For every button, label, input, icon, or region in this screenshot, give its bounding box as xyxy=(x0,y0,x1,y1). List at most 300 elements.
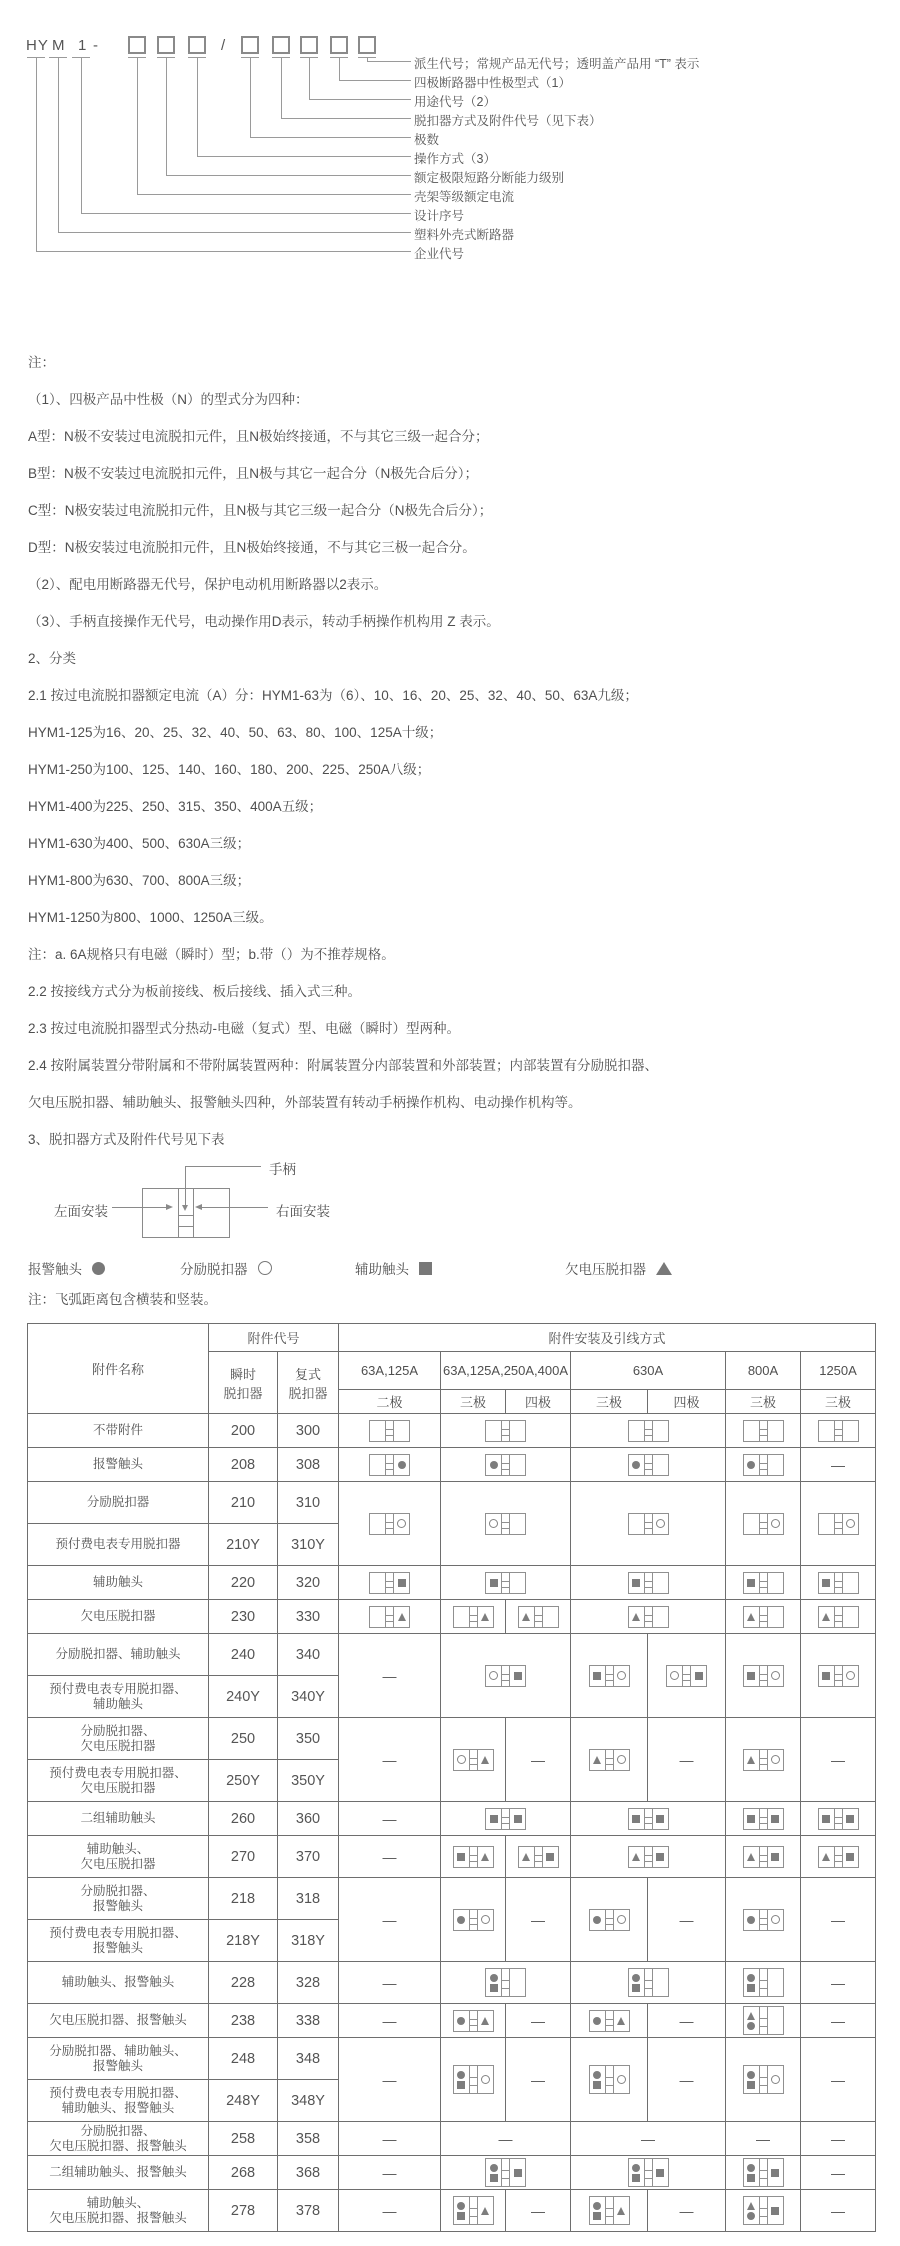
compound-code-cell: 318 xyxy=(278,1878,339,1920)
install-cell xyxy=(571,1634,648,1718)
install-cell xyxy=(441,2004,506,2038)
model-prefix-m: M xyxy=(52,37,66,54)
icon-side xyxy=(744,2066,759,2093)
handle-column xyxy=(644,1847,653,1867)
alarm-contact-symbol xyxy=(747,2212,755,2220)
install-cell: — xyxy=(801,1962,876,2004)
installation-figure xyxy=(28,1160,872,1318)
breaker-install-icon xyxy=(453,1606,494,1628)
install-cell xyxy=(801,1414,876,1448)
undervoltage-release-symbol xyxy=(822,1853,830,1861)
aux-contact-symbol xyxy=(546,1853,554,1861)
icon-side xyxy=(843,1847,858,1867)
aux-contact-symbol xyxy=(457,2212,465,2220)
shunt-release-symbol xyxy=(670,1671,679,1680)
compound-code-cell: 340Y xyxy=(278,1676,339,1718)
install-cell: — xyxy=(506,1718,571,1802)
handle-column xyxy=(605,1750,614,1770)
icon-side xyxy=(614,1666,629,1686)
model-code-box xyxy=(241,36,259,54)
install-cell xyxy=(571,1962,726,2004)
undervoltage-release-symbol xyxy=(747,1756,755,1764)
aux-contact-symbol xyxy=(822,1672,830,1680)
classification-line: 注：a. 6A规格只有电磁（瞬时）型；b.带（）为不推荐规格。 xyxy=(28,947,395,962)
breaker-install-icon xyxy=(453,2010,494,2032)
accessory-name-cell: 预付费电表专用脱扣器 xyxy=(28,1524,209,1566)
icon-side xyxy=(653,1847,668,1867)
compound-code-cell: 338 xyxy=(278,2004,339,2038)
undervoltage-release-symbol xyxy=(593,1756,601,1764)
handle-column xyxy=(469,2011,478,2031)
aux-contact-symbol xyxy=(656,2169,664,2177)
icon-side xyxy=(510,1573,525,1593)
icon-side xyxy=(843,1607,858,1627)
aux-contact-symbol xyxy=(632,1815,640,1823)
model-callout-label: 额定极限短路分断能力级别 xyxy=(414,171,565,185)
icon-side xyxy=(768,1910,783,1930)
handle-column xyxy=(644,1421,653,1441)
install-cell xyxy=(726,1448,801,1482)
accessory-name-cell: 分励脱扣器、辅助触头 xyxy=(28,1634,209,1676)
model-callout-label: 企业代号 xyxy=(414,247,465,261)
install-cell xyxy=(339,1448,441,1482)
undervoltage-release-symbol xyxy=(481,1853,489,1861)
table-row xyxy=(28,1414,876,1448)
install-cell xyxy=(339,1600,441,1634)
table-row xyxy=(28,2004,876,2038)
breaker-install-icon xyxy=(485,1572,526,1594)
icon-side xyxy=(744,2007,759,2034)
aux-contact-symbol xyxy=(695,1672,703,1680)
breaker-install-icon xyxy=(818,1665,859,1687)
install-cell xyxy=(726,1836,801,1878)
handle-column xyxy=(605,2011,614,2031)
install-cell: — xyxy=(726,2122,801,2156)
icon-side xyxy=(510,1969,525,1996)
icon-side xyxy=(590,1666,605,1686)
left-install-label: 左面安装 xyxy=(54,1204,108,1219)
note-line: D型：N极安装过电流脱扣元件，且N极始终接通，不与其它三极一起合分。 xyxy=(28,540,476,555)
icon-side xyxy=(744,2159,759,2186)
breaker-install-icon xyxy=(743,1572,784,1594)
aux-contact-symbol xyxy=(514,1815,522,1823)
alarm-contact-symbol xyxy=(632,1461,640,1469)
alarm-contact-symbol xyxy=(490,2164,498,2172)
icon-side xyxy=(454,1750,469,1770)
icon-side xyxy=(667,1666,682,1686)
col-header-pole: 三极 xyxy=(571,1390,648,1414)
icon-side xyxy=(653,1969,668,1996)
handle-column xyxy=(501,1455,510,1475)
install-cell xyxy=(571,2004,648,2038)
alarm-contact-symbol xyxy=(593,2071,601,2079)
breaker-install-icon xyxy=(485,1665,526,1687)
icon-side xyxy=(486,1573,501,1593)
install-cell xyxy=(441,2190,506,2232)
icon-side xyxy=(370,1607,385,1627)
install-cell xyxy=(726,1634,801,1718)
undervoltage-release-symbol xyxy=(617,2017,625,2025)
legend-item xyxy=(28,1258,105,1278)
aux-contact-symbol xyxy=(771,2207,779,2215)
alarm-contact-symbol xyxy=(490,1974,498,1982)
icon-side xyxy=(486,1666,501,1686)
col-header-install-group: 附件安装及引线方式 xyxy=(339,1324,876,1352)
accessory-name-cell: 预付费电表专用脱扣器、 欠电压脱扣器 xyxy=(28,1760,209,1802)
classification-line: 2、分类 xyxy=(28,651,77,666)
compound-code-cell: 350 xyxy=(278,1718,339,1760)
table-row xyxy=(28,1802,876,1836)
icon-side xyxy=(454,2011,469,2031)
icon-side xyxy=(394,1573,409,1593)
handle-column xyxy=(605,1666,614,1686)
breaker-install-icon xyxy=(743,2196,784,2225)
icon-side xyxy=(744,1455,759,1475)
undervoltage-release-symbol xyxy=(632,1613,640,1621)
model-code-box xyxy=(330,36,348,54)
breaker-install-icon xyxy=(743,1968,784,1997)
note-line: （2）、配电用断路器无代号，保护电动机用断路器以2表示。 xyxy=(28,577,388,592)
install-cell: — xyxy=(339,2122,441,2156)
install-cell xyxy=(441,2156,571,2190)
icon-side xyxy=(543,1847,558,1867)
compound-code-cell: 378 xyxy=(278,2190,339,2232)
install-cell: — xyxy=(801,2156,876,2190)
install-cell xyxy=(571,1718,648,1802)
breaker-install-icon xyxy=(485,1454,526,1476)
col-header-pole: 四极 xyxy=(648,1390,726,1414)
col-header-pole: 四极 xyxy=(506,1390,571,1414)
breaker-install-icon xyxy=(628,1846,669,1868)
accessory-name-cell: 辅助触头 xyxy=(28,1566,209,1600)
icon-side xyxy=(744,1969,759,1996)
icon-side xyxy=(454,1607,469,1627)
install-cell: — xyxy=(571,2122,726,2156)
install-cell: — xyxy=(441,2122,571,2156)
model-dash: - xyxy=(93,37,99,54)
aux-contact-symbol xyxy=(846,1815,854,1823)
install-cell xyxy=(726,2038,801,2122)
icon-side xyxy=(519,1607,534,1627)
accessory-table-wrap xyxy=(27,1323,876,2232)
install-cell xyxy=(571,1448,726,1482)
install-cell xyxy=(726,1566,801,1600)
icon-side xyxy=(510,1421,525,1441)
install-cell: — xyxy=(648,1718,726,1802)
aux-contact-symbol xyxy=(593,2081,601,2089)
instant-code-cell: 240Y xyxy=(209,1676,278,1718)
breaker-install-icon xyxy=(743,1846,784,1868)
install-cell: — xyxy=(801,2038,876,2122)
install-cell: — xyxy=(801,2122,876,2156)
col-header-code-group: 附件代号 xyxy=(209,1324,339,1352)
accessory-name-cell: 分励脱扣器、辅助触头、 报警触头 xyxy=(28,2038,209,2080)
handle-column xyxy=(469,1750,478,1770)
breaker-install-icon xyxy=(666,1665,707,1687)
instant-code-cell: 268 xyxy=(209,2156,278,2190)
icon-side xyxy=(819,1514,834,1534)
handle-column xyxy=(605,2197,614,2224)
icon-side xyxy=(478,2066,493,2093)
icon-side xyxy=(653,1607,668,1627)
handle-column xyxy=(644,1514,653,1534)
instant-code-cell: 210Y xyxy=(209,1524,278,1566)
aux-contact-symbol xyxy=(514,1672,522,1680)
icon-side xyxy=(819,1809,834,1829)
aux-contact-icon xyxy=(419,1262,432,1275)
classification-line: HYM1-400为225、250、315、350、400A五级； xyxy=(28,799,323,814)
breaker-install-icon xyxy=(453,1749,494,1771)
note-line: （1）、四极产品中性极（N）的型式分为四种： xyxy=(28,392,309,407)
icon-side xyxy=(819,1573,834,1593)
install-cell xyxy=(648,1634,726,1718)
handle-column xyxy=(644,1607,653,1627)
model-callout-label: 塑料外壳式断路器 xyxy=(414,228,515,242)
aux-contact-symbol xyxy=(771,2169,779,2177)
instant-code-cell: 228 xyxy=(209,1962,278,2004)
icon-side xyxy=(744,1666,759,1686)
breaker-install-icon xyxy=(589,1909,630,1931)
icon-side xyxy=(653,1455,668,1475)
compound-code-cell: 360 xyxy=(278,1802,339,1836)
install-cell xyxy=(441,1962,571,2004)
breaker-outline xyxy=(142,1188,230,1238)
icon-side xyxy=(768,1750,783,1770)
breaker-install-icon xyxy=(589,1749,630,1771)
shunt-release-icon xyxy=(258,1261,272,1275)
handle-column xyxy=(469,1607,478,1627)
aux-contact-symbol xyxy=(771,1815,779,1823)
instant-code-cell: 250 xyxy=(209,1718,278,1760)
icon-side xyxy=(629,1455,644,1475)
handle-column xyxy=(501,2159,510,2186)
left-install-arrow-line xyxy=(112,1207,170,1208)
aux-contact-symbol xyxy=(656,1853,664,1861)
handle-column xyxy=(644,1455,653,1475)
handle-column xyxy=(759,1421,768,1441)
handle-column xyxy=(644,1969,653,1996)
instant-code-cell: 210 xyxy=(209,1482,278,1524)
instant-code-cell: 218 xyxy=(209,1878,278,1920)
shunt-release-symbol xyxy=(771,1519,780,1528)
breaker-install-icon xyxy=(818,1420,859,1442)
aux-contact-symbol xyxy=(490,1984,498,1992)
install-cell xyxy=(441,1718,506,1802)
breaker-install-icon xyxy=(589,2010,630,2032)
install-cell xyxy=(441,2038,506,2122)
icon-side xyxy=(653,1573,668,1593)
aux-contact-symbol xyxy=(747,1672,755,1680)
handle-column xyxy=(501,1666,510,1686)
install-cell xyxy=(726,1600,801,1634)
breaker-install-icon xyxy=(589,1665,630,1687)
alarm-contact-symbol xyxy=(747,1461,755,1469)
shunt-release-symbol xyxy=(457,1755,466,1764)
classification-line: HYM1-1250为800、1000、1250A三级。 xyxy=(28,910,273,925)
icon-side xyxy=(510,1666,525,1686)
handle-column xyxy=(759,2066,768,2093)
install-cell: — xyxy=(339,2038,441,2122)
install-cell xyxy=(441,1600,506,1634)
handle-column xyxy=(501,1573,510,1593)
breaker-install-icon xyxy=(518,1846,559,1868)
legend-label: 报警触头 xyxy=(28,1262,82,1277)
handle-column xyxy=(759,1607,768,1627)
install-cell xyxy=(441,1836,506,1878)
install-cell: — xyxy=(648,1878,726,1962)
icon-side xyxy=(744,1573,759,1593)
breaker-install-icon xyxy=(518,1606,559,1628)
install-cell xyxy=(441,1634,571,1718)
breaker-install-icon xyxy=(743,1665,784,1687)
install-cell: — xyxy=(339,1634,441,1718)
model-prefix-1: 1 xyxy=(78,37,88,54)
aux-contact-symbol xyxy=(771,1853,779,1861)
handle-column xyxy=(834,1421,843,1441)
model-code-box xyxy=(128,36,146,54)
note-line: （3）、手柄直接操作无代号，电动操作用D表示，转动手柄操作机构用 Z 表示。 xyxy=(28,614,500,629)
icon-side xyxy=(768,1573,783,1593)
aux-contact-symbol xyxy=(632,2174,640,2182)
icon-side xyxy=(614,2066,629,2093)
table-row xyxy=(28,2122,876,2156)
alarm-contact-symbol xyxy=(747,2164,755,2172)
handle-column xyxy=(385,1421,394,1441)
icon-side xyxy=(629,1809,644,1829)
undervoltage-release-symbol xyxy=(747,2012,755,2020)
legend-note: 注：飞弧距离包含横装和竖装。 xyxy=(28,1292,217,1307)
icon-side xyxy=(454,1847,469,1867)
table-row xyxy=(28,1482,876,1524)
shunt-release-symbol xyxy=(481,1915,490,1924)
accessory-name-cell: 分励脱扣器、 报警触头 xyxy=(28,1878,209,1920)
breaker-install-icon xyxy=(369,1572,410,1594)
icon-side xyxy=(843,1573,858,1593)
icon-side xyxy=(744,1809,759,1829)
accessory-name-cell: 辅助触头、 欠电压脱扣器 xyxy=(28,1836,209,1878)
alarm-contact-symbol xyxy=(457,2017,465,2025)
icon-side xyxy=(394,1514,409,1534)
icon-side xyxy=(629,1514,644,1534)
alarm-contact-symbol xyxy=(457,2071,465,2079)
install-cell xyxy=(571,1600,726,1634)
breaker-install-icon xyxy=(628,1513,669,1535)
compound-code-cell: 348 xyxy=(278,2038,339,2080)
classification-line: 欠电压脱扣器、辅助触头、报警触头四种，外部装置有转动手柄操作机构、电动操作机构等。 xyxy=(28,1095,582,1110)
model-code-box xyxy=(300,36,318,54)
icon-side xyxy=(614,2197,629,2224)
note-line: C型：N极安装过电流脱扣元件，且N极与其它三级一起合分（N极先合后分）； xyxy=(28,503,493,518)
instant-code-cell: 248 xyxy=(209,2038,278,2080)
breaker-install-icon xyxy=(743,1454,784,1476)
alarm-contact-symbol xyxy=(747,1916,755,1924)
handle-column xyxy=(759,2159,768,2186)
breaker-install-icon xyxy=(485,1968,526,1997)
model-callout-label: 操作方式（3） xyxy=(414,152,496,166)
accessory-table-header xyxy=(28,1324,876,1414)
icon-side xyxy=(768,1809,783,1829)
install-cell xyxy=(726,1414,801,1448)
shunt-release-symbol xyxy=(617,1671,626,1680)
icon-side xyxy=(843,1666,858,1686)
breaker-install-icon xyxy=(369,1454,410,1476)
breaker-install-icon xyxy=(628,1454,669,1476)
right-arrow-icon xyxy=(166,1204,173,1210)
alarm-contact-symbol xyxy=(747,2071,755,2079)
model-slash: / xyxy=(221,37,227,54)
install-cell: — xyxy=(339,2156,441,2190)
icon-side xyxy=(370,1421,385,1441)
compound-code-cell: 308 xyxy=(278,1448,339,1482)
icon-side xyxy=(653,1809,668,1829)
classification-line: HYM1-250为100、125、140、160、180、200、225、250A八级； xyxy=(28,762,431,777)
icon-side xyxy=(744,2197,759,2224)
compound-code-cell: 350Y xyxy=(278,1760,339,1802)
compound-code-cell: 328 xyxy=(278,1962,339,2004)
col-header-instant-release: 瞬时 脱扣器 xyxy=(209,1352,278,1414)
install-cell: — xyxy=(648,2004,726,2038)
icon-side xyxy=(629,1847,644,1867)
breaker-install-icon xyxy=(818,1513,859,1535)
aux-contact-symbol xyxy=(656,1815,664,1823)
breaker-install-icon xyxy=(743,1909,784,1931)
install-cell xyxy=(726,1482,801,1566)
icon-side xyxy=(486,1455,501,1475)
accessory-name-cell: 分励脱扣器、 欠电压脱扣器 xyxy=(28,1718,209,1760)
compound-code-cell: 368 xyxy=(278,2156,339,2190)
undervoltage-release-symbol xyxy=(481,1756,489,1764)
install-cell: — xyxy=(339,1962,441,2004)
handle-column xyxy=(469,2197,478,2224)
classification-line: HYM1-630为400、500、630A三级； xyxy=(28,836,251,851)
instant-code-cell: 220 xyxy=(209,1566,278,1600)
install-cell: — xyxy=(506,2004,571,2038)
icon-side xyxy=(486,1969,501,1996)
breaker-install-icon xyxy=(589,2196,630,2225)
undervoltage-release-symbol xyxy=(481,2207,489,2215)
install-cell xyxy=(801,1566,876,1600)
shunt-release-symbol xyxy=(771,2075,780,2084)
alarm-contact-symbol xyxy=(632,2164,640,2172)
icon-side xyxy=(590,2066,605,2093)
accessory-name-cell: 分励脱扣器、 欠电压脱扣器、报警触头 xyxy=(28,2122,209,2156)
undervoltage-release-symbol xyxy=(822,1613,830,1621)
notes-block xyxy=(28,352,888,1166)
breaker-install-icon xyxy=(453,1846,494,1868)
install-cell: — xyxy=(339,1878,441,1962)
instant-code-cell: 248Y xyxy=(209,2080,278,2122)
install-cell xyxy=(339,1566,441,1600)
icon-side xyxy=(454,2197,469,2224)
breaker-install-icon xyxy=(485,1513,526,1535)
breaker-install-icon xyxy=(743,1808,784,1830)
classification-line: HYM1-800为630、700、800A三级； xyxy=(28,873,251,888)
table-row xyxy=(28,1878,876,1920)
install-cell xyxy=(726,2004,801,2038)
classification-line: 2.3 按过电流脱扣器型式分热动-电磁（复式）型、电磁（瞬时）型两种。 xyxy=(28,1021,461,1036)
alarm-contact-symbol xyxy=(632,1974,640,1982)
install-cell xyxy=(726,2190,801,2232)
breaker-install-icon xyxy=(369,1606,410,1628)
instant-code-cell: 218Y xyxy=(209,1920,278,1962)
breaker-install-icon xyxy=(743,1420,784,1442)
breaker-install-icon xyxy=(369,1513,410,1535)
icon-side xyxy=(768,1666,783,1686)
undervoltage-release-icon xyxy=(656,1262,672,1275)
icon-side xyxy=(486,2159,501,2186)
handle-column xyxy=(759,2197,768,2224)
compound-code-cell: 370 xyxy=(278,1836,339,1878)
